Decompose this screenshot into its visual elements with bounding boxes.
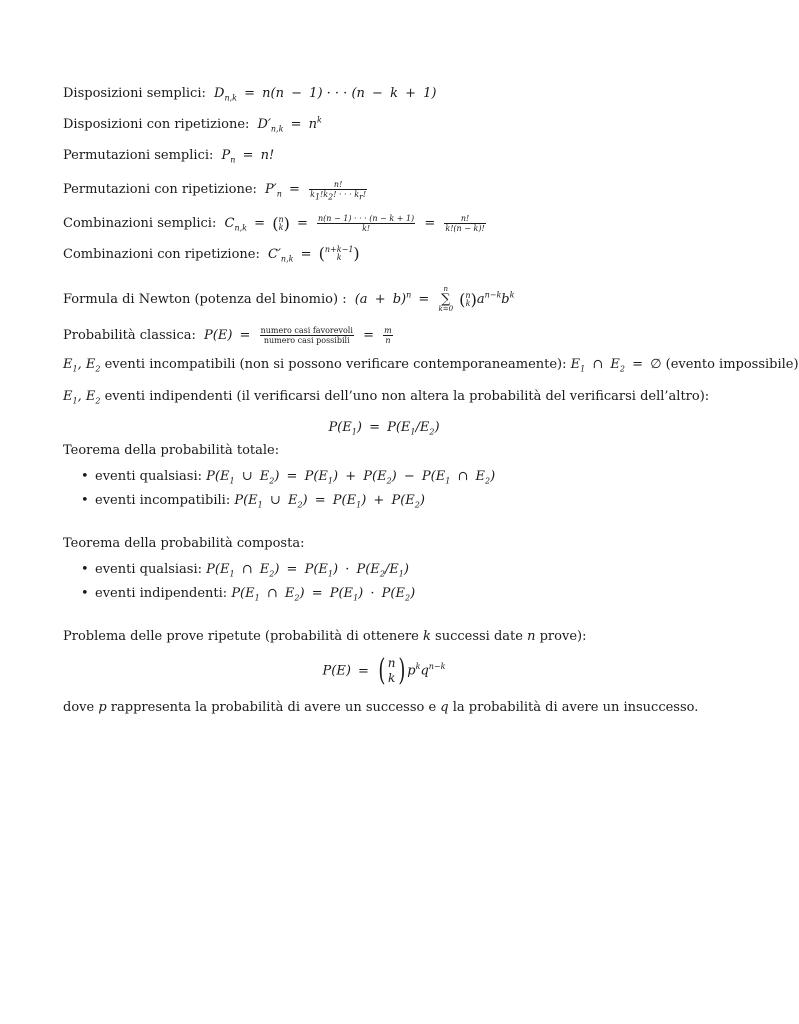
bernoulli-formula: P(E) = ( n k ) $p^kq^{n-k}$ bbox=[322, 653, 446, 688]
prove-ripetute-title: Problema delle prove ripetute (probabilità di ottenere k successi date n prove): bbox=[63, 629, 587, 644]
probabilita-classica-line bbox=[63, 326, 395, 345]
permutazioni-ripetizione-line bbox=[63, 180, 369, 202]
bullet-icon: • bbox=[81, 469, 89, 484]
permutazioni-semplici-formula: $P_n = n$! bbox=[221, 148, 275, 165]
teorema-composta-list bbox=[63, 562, 415, 610]
disposizioni-semplici-line bbox=[63, 86, 437, 102]
eventi-incompatibili-line: $E_1$, $E_2$ eventi incompatibili (non si possono verificare contemporaneamente): $E_1$ ∩ $E_2$ = ∅ (evento impossibile) bbox=[63, 357, 799, 374]
totale-qualsiasi-label: eventi qualsiasi: bbox=[95, 469, 203, 484]
footer-text-c: la probabilità di avere un insuccesso. bbox=[452, 700, 699, 715]
prove-ripetute-text-c: prove): bbox=[539, 629, 587, 644]
eventi-incompatibili-formula: $E_1$ ∩ $E_2$ = ∅ bbox=[570, 357, 662, 374]
disposizioni-semplici-label: Disposizioni semplici: bbox=[63, 86, 206, 101]
eventi-incompatibili-text: eventi incompatibili (non si possono verificare contemporaneamente): bbox=[104, 357, 567, 372]
disposizioni-ripetizione-line bbox=[63, 117, 322, 133]
composta-indipendenti-label: eventi indipendenti: bbox=[95, 586, 228, 601]
probabilita-classica-label: Probabilità classica: bbox=[63, 328, 196, 343]
permutazioni-semplici-line bbox=[63, 148, 274, 164]
disposizioni-ripetizione-label: Disposizioni con ripetizione: bbox=[63, 117, 250, 132]
teorema-totale-title: Teorema della probabilità totale: bbox=[63, 443, 280, 458]
bullet-icon: • bbox=[81, 586, 89, 601]
combinazioni-semplici-label: Combinazioni semplici: bbox=[63, 216, 217, 231]
teorema-composta-title: Teorema della probabilità composta: bbox=[63, 536, 305, 551]
evento-impossibile-text: (evento impossibile) bbox=[665, 357, 799, 372]
bullet-icon: • bbox=[81, 493, 89, 508]
combinazioni-ripetizione-line bbox=[63, 246, 360, 263]
permutazioni-semplici-label: Permutazioni semplici: bbox=[63, 148, 214, 163]
list-item: • eventi qualsiasi: $P(E_1$ ∩ $E_2) = P(E_1) \cdot P(E_2/E_1)$ bbox=[81, 562, 409, 579]
footer-text-b: rappresenta la probabilità di avere un successo e bbox=[110, 700, 437, 715]
list-item: • eventi incompatibili: $P(E_1$ ∪ $E_2) = P(E_1) + P(E_2)$ bbox=[81, 493, 425, 510]
indipendenza-formula: $P(E_1) = P(E_1/E_2)$ bbox=[328, 420, 440, 437]
eventi-indipendenti-text: eventi indipendenti (il verificarsi dell’uno non altera la probabilità del verificarsi dell’altro): bbox=[104, 389, 710, 404]
disposizioni-semplici-formula: $D_{n,k} = n(n - 1)$ · · · (n − k + 1) bbox=[214, 86, 437, 103]
newton-line bbox=[63, 286, 514, 313]
totale-incompatibili-label: eventi incompatibili: bbox=[95, 493, 231, 508]
composta-qualsiasi-label: eventi qualsiasi: bbox=[95, 562, 203, 577]
casi-favorevoli: numero casi favorevoli bbox=[260, 326, 353, 335]
permutazioni-ripetizione-formula: $P'_n$ = $\frac{n!}{k_1!k_2! \cdot \cdot \cdot k_r!}$ bbox=[265, 180, 367, 202]
prove-ripetute-text-b: successi date bbox=[435, 629, 523, 644]
list-item: • eventi indipendenti: $P(E_1$ ∩ $E_2) = P(E_1) \cdot P(E_2)$ bbox=[81, 586, 416, 603]
permutazioni-ripetizione-label: Permutazioni con ripetizione: bbox=[63, 182, 257, 197]
combinazioni-ripetizione-formula: $C'_{n,k}$ = ( n+k−1 k ) bbox=[268, 244, 360, 264]
probabilita-classica-formula: P(E) = $\frac{\text{numero casi favorevoli}}{\text{numero casi possibili}}$ = $\frac{m}{n}$ bbox=[204, 326, 392, 345]
bullet-icon: • bbox=[81, 562, 89, 577]
combinazioni-ripetizione-label: Combinazioni con ripetizione: bbox=[63, 246, 260, 262]
eventi-indipendenti-line: $E_1$, $E_2$ eventi indipendenti (il verificarsi dell’uno non altera la probabilità del verificarsi dell’altro): bbox=[63, 389, 710, 406]
teorema-totale-list bbox=[63, 469, 495, 517]
prove-ripetute-footer: dove p rappresenta la probabilità di avere un successo e q la probabilità di avere un insuccesso. bbox=[63, 700, 699, 715]
list-item: • eventi qualsiasi: $P(E_1$ ∪ $E_2) = P(E_1) + P(E_2) - P(E_1$ ∩ $E_2$) bbox=[81, 469, 496, 486]
disposizioni-ripetizione-formula: $D'_{n,k} = n^k$ bbox=[257, 115, 322, 134]
newton-label: Formula di Newton (potenza del binomio) : bbox=[63, 292, 347, 307]
casi-possibili: numero casi possibili bbox=[263, 336, 350, 345]
footer-text-a: dove bbox=[63, 700, 95, 715]
newton-formula: $(a + b)^n = n$ ∑ k=0 ( n k ) $a^{n-k}b^k$ bbox=[354, 285, 515, 313]
combinazioni-semplici-line bbox=[63, 214, 488, 233]
prove-ripetute-text-a: Problema delle prove ripetute (probabilità di ottenere bbox=[63, 629, 419, 644]
combinazioni-semplici-formula: $C_{n,k}$ = ( n k ) = $\frac{n(n - 1) \cdot \cdot \cdot (n - k + 1)}{k!}$ = $\frac{n!}{k!(n - k)!}$ bbox=[224, 213, 485, 233]
